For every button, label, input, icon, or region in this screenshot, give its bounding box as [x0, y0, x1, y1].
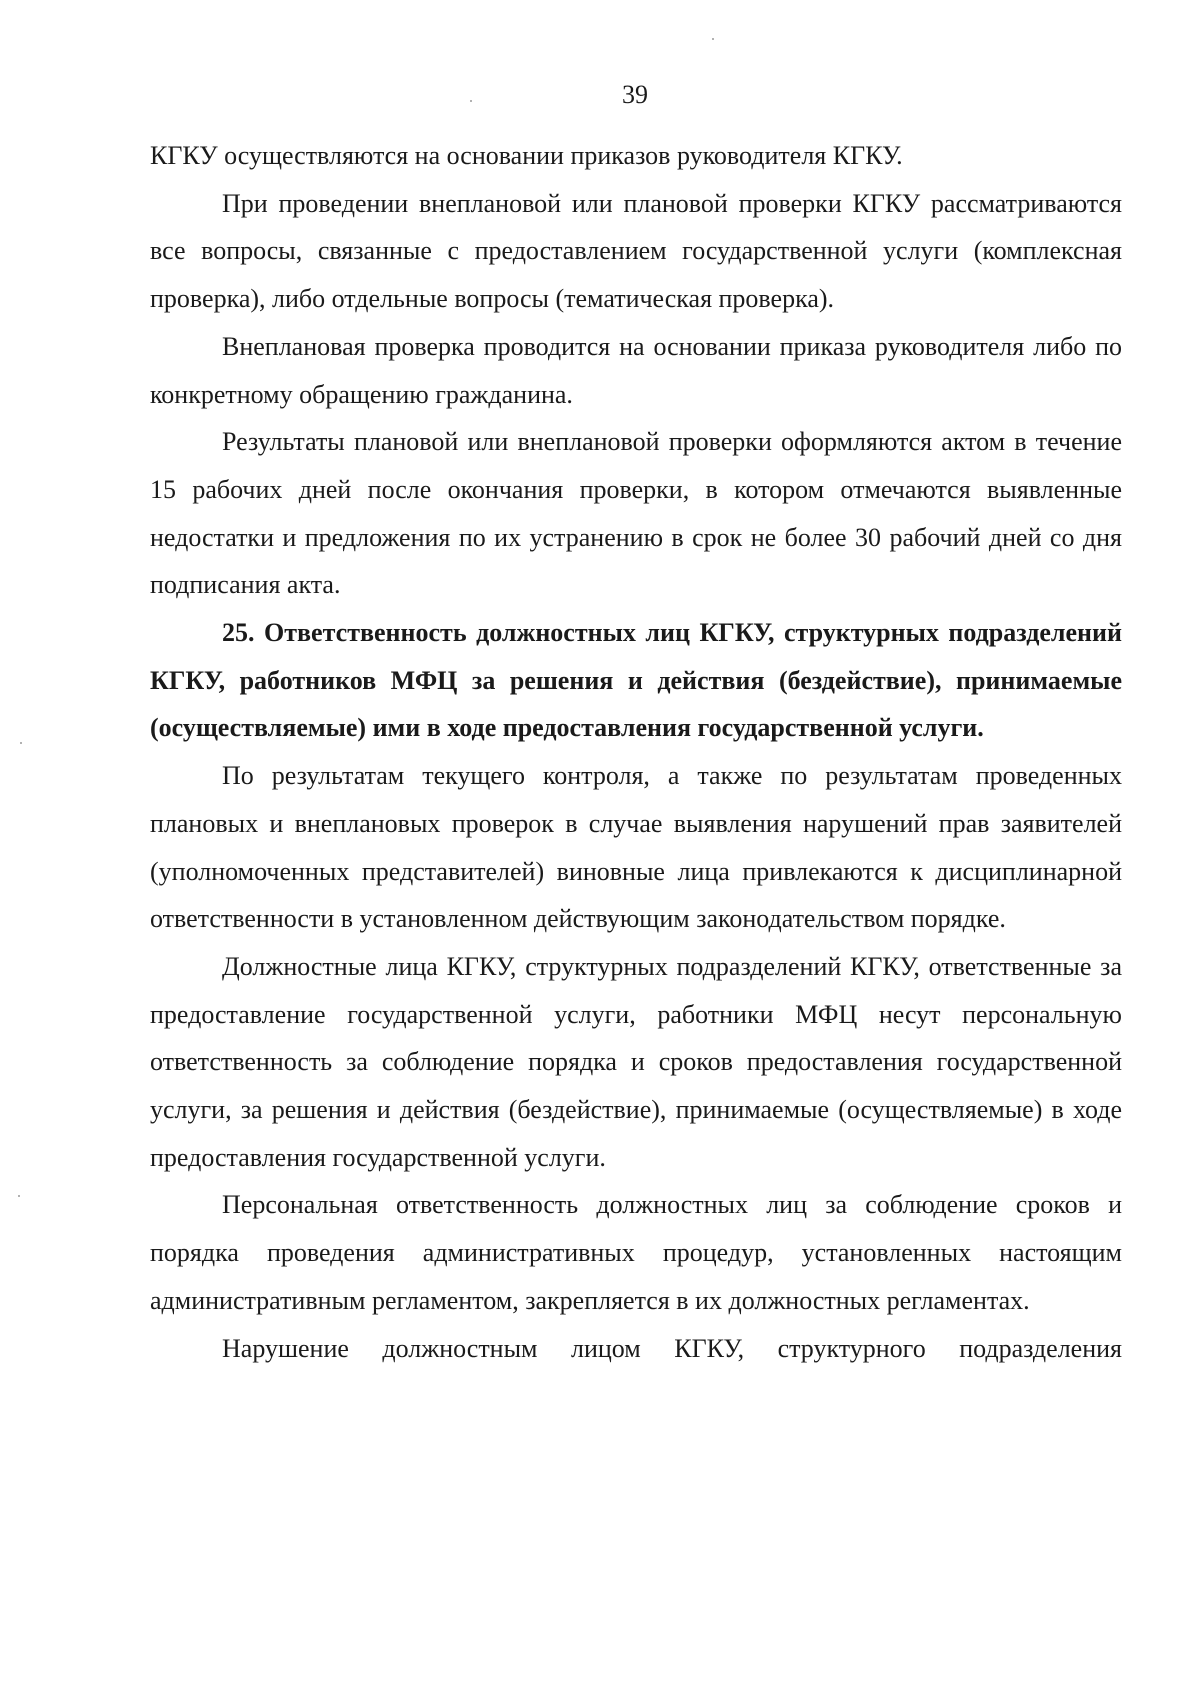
scan-speck — [20, 742, 22, 744]
section-heading: 25. Ответственность должностных лиц КГКУ, структурных подразделений КГКУ, работников МФЦ за решения и действия (бездействие), принимаемые (осуществляемые) ими в ходе предоставления государственной услуги. — [150, 618, 1122, 743]
scan-speck — [18, 1195, 20, 1197]
paragraph-continuation: КГКУ осуществляются на основании приказов руководителя КГКУ. — [150, 141, 903, 170]
scan-speck — [712, 38, 714, 40]
paragraph-personal-responsibility: Должностные лица КГКУ, структурных подразделений КГКУ, ответственные за предоставление государственной услуги, работники МФЦ несут персональную ответственность за соблюдение порядка и сроков предоставления государственной услуги, за решения и действия (бездействие), принимаемые (осуществляемые) в ходе предоставления государственной услуги. — [150, 951, 1122, 1172]
paragraph-violation: Нарушение должностным лицом КГКУ, структурного подразделения — [222, 1333, 1122, 1363]
paragraph-job-regulations: Персональная ответственность должностных лиц за соблюдение сроков и порядка проведения административных процедур, установленных настоящим административным регламентом, закрепляется в их должностных регламентах. — [150, 1190, 1122, 1315]
paragraph-inspection-scope: При проведении внеплановой или плановой проверки КГКУ рассматриваются все вопросы, связанные с предоставлением государственной услуги (комплексная проверка), либо отдельные вопросы (тематическая проверка). — [150, 188, 1122, 314]
paragraph-disciplinary-liability: По результатам текущего контроля, а также по результатам проведенных плановых и внеплановых проверок в случае выявления нарушений прав заявителей (уполномоченных представителей) виновные лица привлекаются к дисциплинарной ответственности в установленном действующим законодательством порядке. — [150, 761, 1122, 934]
scan-speck — [470, 100, 472, 102]
paragraph-unscheduled-inspection: Внеплановая проверка проводится на основании приказа руководителя либо по конкретному обращению гражданина. — [150, 331, 1122, 409]
page-number: 39 — [622, 80, 648, 109]
document-body — [150, 132, 1122, 1372]
paragraph-inspection-results: Результаты плановой или внеплановой проверки оформляются актом в течение 15 рабочих дней после окончания проверки, в котором отмечаются выявленные недостатки и предложения по их устранению в срок не более 30 рабочий дней со дня подписания акта. — [150, 427, 1122, 600]
